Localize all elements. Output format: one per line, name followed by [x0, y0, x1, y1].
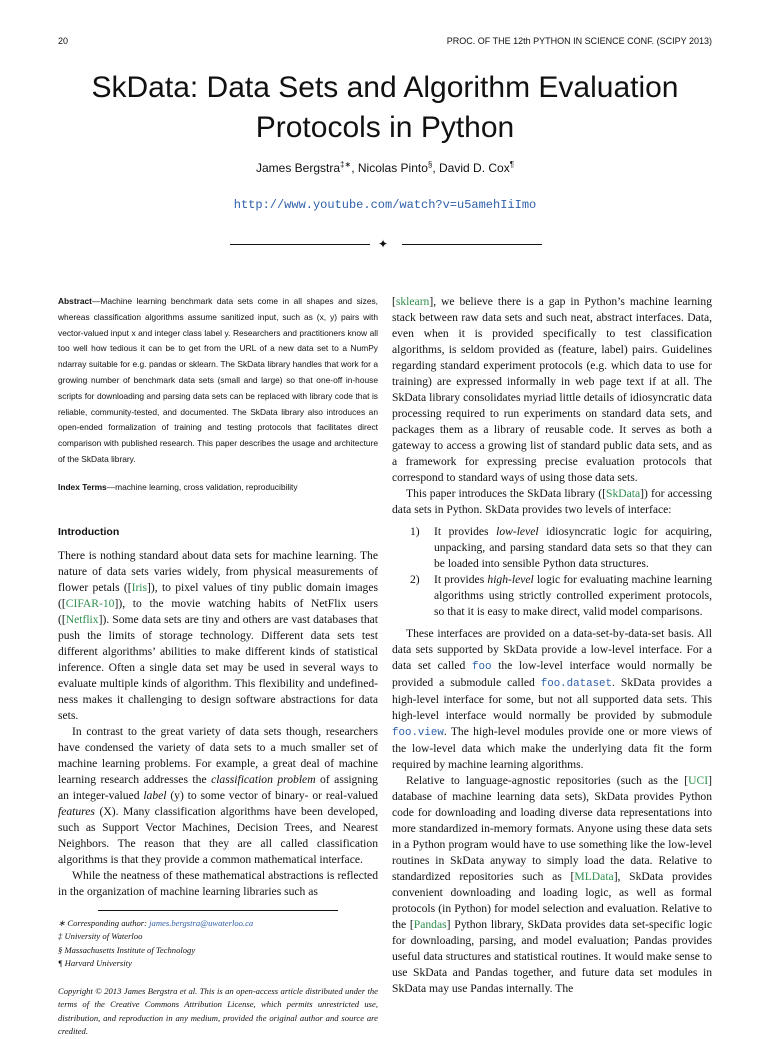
- list-item: 2) It provides high-level logic for evaluating machine learning algorithms using strictly controlled experiment protocols, so that it is easy to make direct, valid model comparisons.: [410, 573, 712, 618]
- intro-paragraph: In contrast to the great variety of data sets though, researchers have condensed the variety of data sets to a much smaller set of machine learning problems. For example, a great deal of machine learning research addresses the classification problem of assigning an integer-valued label (y) to some vector of binary- or real-valued features (X). Many classification algorithms have been developed, such as Support Vector Machines, Decision Trees, and Nearest Neighbors. The reason that they are all called classification algorithms is that they provide a common mathematical interface.: [58, 724, 378, 866]
- body-paragraph: Relative to language-agnostic repositories (such as the [UCI] database of machine learning data sets), SkData provides Python code for downloading and loading diverse data representations into more standardized in-memory formats. Anyone using these data sets in a Python program would have to use something like the low-level routines in SkData anyway to simply load the data. Relative to standardized repositories such as [MLData], SkData provides convenient downloading and loading logic, as well as formal protocols (in Python) for model selection and evaluation. Relative to the [Pandas] Python library, SkData provides data set-specific logic for downloading, parsing, and model evaluation; Pandas provides useful data structures and statistical routines. It would make sense to use SkData and Pandas together, and future data set modules in SkData may use Pandas internally. The: [392, 774, 712, 995]
- citation-link[interactable]: MLData: [574, 870, 614, 883]
- paper-title: [0, 68, 770, 148]
- title-separator: [230, 236, 542, 252]
- body-paragraph: These interfaces are provided on a data-set-by-data-set basis. All data sets supported by SkData provide a low-level interface. For a data set called foo the low-level interface would normally be provided a submodule called foo.dataset. SkData provides a high-level interface for some, but not all supported data sets. This high-level interface would normally be provided by submodule foo.view. The high-level modules provide one or more views of the low-level data which make the underlying data fit the form required by machine learning algorithms.: [392, 627, 712, 771]
- author-mark: §: [427, 160, 433, 169]
- intro-paragraph: There is nothing standard about data sets for machine learning. The nature of data sets varies widely, from physical measurements of flower petals ([Iris]), to pixel values of tiny public domain images ([CIFAR-10]), to the movie watching habits of NetFlix users ([Netflix]). Some data sets are tiny and others are vast databases that push the limits of storage technology. Different data sets test different algorithms’ abilities to make different kinds of statistical inference. Often a single data set may be used in several ways to evaluate multiple kinds of algorithm. This flexibility and undefined-ness makes it challenging to design software abstractions for data sets.: [58, 548, 378, 722]
- copyright-notice: Copyright © 2013 James Bergstra et al. This is an open-access article distributed under the terms of the Creative Commons Attribution License, which permits unrestricted use, distribution, and reproduction in any medium, provided the original author and source are credited.: [58, 985, 378, 1037]
- footnote-rule: [98, 910, 338, 911]
- ornament-icon: ✦: [378, 237, 389, 251]
- title-line-2: Protocols in Python: [255, 111, 515, 144]
- right-column: [392, 294, 712, 997]
- separator-line: [230, 244, 370, 245]
- video-link[interactable]: http://www.youtube.com/watch?v=u5amehIiImo: [233, 198, 537, 212]
- footnote-affiliation: § Massachusetts Institute of Technology: [58, 944, 196, 955]
- footnote-affiliation: ‡ University of Waterloo: [58, 931, 143, 942]
- index-terms: [58, 480, 378, 496]
- footnote-affiliation: ¶ Harvard University: [58, 958, 132, 969]
- citation-link[interactable]: Iris: [131, 580, 148, 594]
- author-mark: ‡∗: [340, 160, 352, 169]
- section-heading-introduction: Introduction: [58, 525, 120, 538]
- body-paragraph: This paper introduces the SkData library ([SkData]) for accessing data sets in Python. SkData provides two levels of interface:: [392, 487, 712, 516]
- author-mark: ¶: [509, 160, 514, 169]
- list-item: 1) It provides low-level idiosyncratic logic for acquiring, unpacking, and parsing standard data sets so that they can be loaded into sensible Python data structures.: [410, 525, 713, 570]
- citation-link[interactable]: SkData: [606, 487, 641, 500]
- index-terms-text: —machine learning, cross validation, reproducibility: [106, 481, 298, 492]
- email-link[interactable]: james.bergstra@uwaterloo.ca: [149, 917, 254, 928]
- citation-link[interactable]: Netflix: [65, 612, 99, 626]
- separator-line: [402, 244, 542, 245]
- citation-link[interactable]: sklearn: [395, 295, 430, 308]
- index-terms-label: Index Terms: [58, 481, 107, 492]
- interface-list: [392, 524, 712, 620]
- abstract: [58, 294, 378, 468]
- author-name: David D. Cox: [439, 161, 510, 175]
- body-paragraph: [sklearn], we believe there is a gap in Python’s machine learning stack between raw data sets and such neat, abstract interfaces. Data, even when it is provided specifically to test classification algorithms, is seldom provided as (feature, label) pairs. Guidelines regarding standard experiment protocols (e.g. which data to use for training) are expressed informally in web page text if at all. The SkData library consolidates myriad little details of idiosyncratic data processing required to run experiments on standard data sets, and packages them as a library of reusable code. It serves as both a gateway to access a growing list of standard public data sets, and as a framework for expressing precise evaluation protocols that correspond to standard ways of using those data sets.: [392, 295, 712, 484]
- code-snippet: foo.view: [392, 727, 444, 739]
- code-snippet: foo: [472, 661, 492, 673]
- citation-link[interactable]: UCI: [688, 774, 709, 787]
- page-number: 20: [58, 36, 69, 46]
- abstract-text: —Machine learning benchmark data sets come in all shapes and sizes, whereas classification algorithms assume sanitized input, such as (x, y) pairs with vector-valued input x and integer class label y. Researchers and practitioners know all too well how tedious it can be to get from the URL of a new data set to a NumPy ndarray suitable for e.g. pandas or sklearn. The SkData library handles that work for a growing number of benchmark data sets (small and large) so that one-off in-house scripts for downloading and parsing data sets can be replaced with library code that is reliable, community-tested, and documented. The SkData library also introduces an open-ended formalization of training and testing protocols that facilitates direct comparison with published research. This paper describes the usage and architecture of the SkData library.: [58, 296, 378, 464]
- footnote-corresponding: ∗ Corresponding author: james.bergstra@uwaterloo.ca: [58, 917, 254, 928]
- citation-link[interactable]: CIFAR-10: [65, 596, 115, 610]
- author-list: James Bergstra‡∗, Nicolas Pinto§, David D. Cox¶: [256, 160, 514, 175]
- title-line-1: SkData: Data Sets and Algorithm Evaluation: [91, 71, 679, 104]
- left-column: [58, 294, 378, 1039]
- author-name: James Bergstra: [256, 161, 341, 175]
- citation-link[interactable]: Pandas: [413, 918, 447, 931]
- intro-paragraph: While the neatness of these mathematical abstractions is reflected in the organization of machine learning libraries such as: [58, 868, 378, 898]
- code-snippet: foo.dataset: [540, 678, 613, 690]
- running-header: PROC. OF THE 12th PYTHON IN SCIENCE CONF. (SCIPY 2013): [446, 36, 712, 46]
- abstract-label: Abstract: [58, 296, 92, 306]
- author-name: Nicolas Pinto: [357, 161, 428, 175]
